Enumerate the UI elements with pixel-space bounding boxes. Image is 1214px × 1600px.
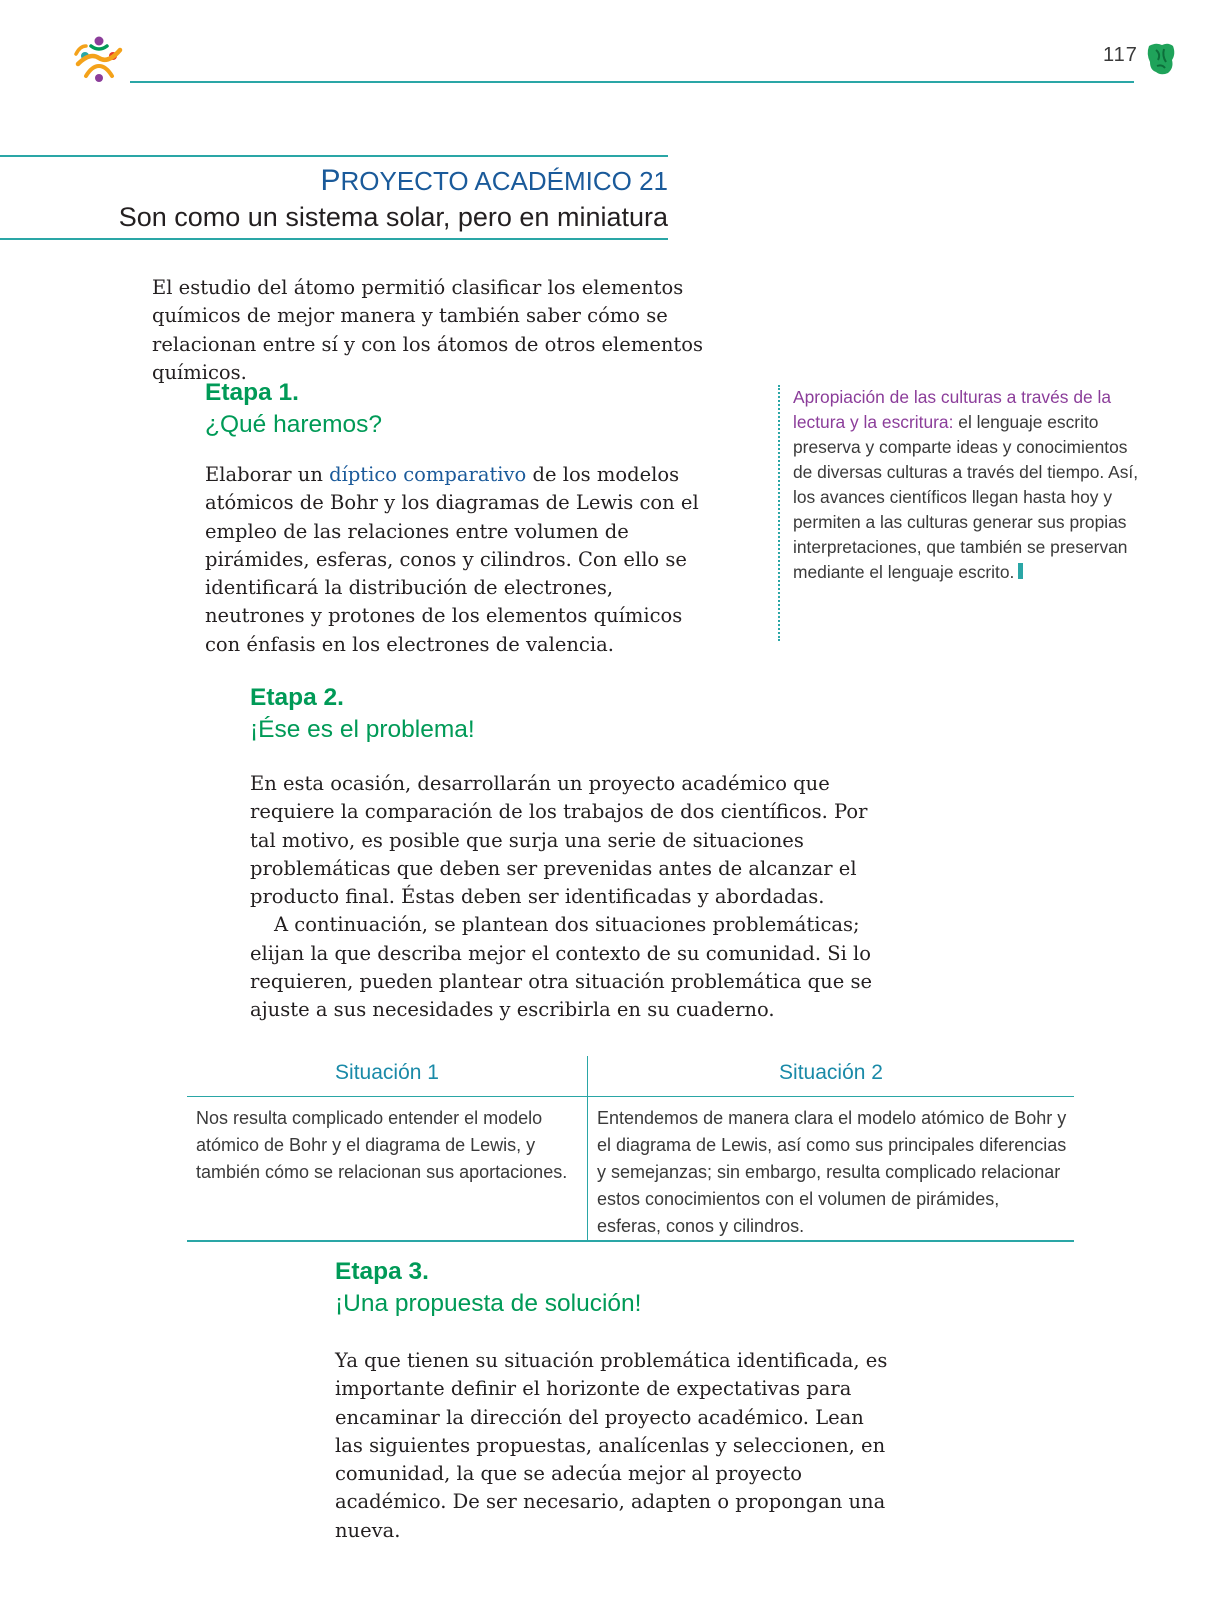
situation-2-header: Situación 2: [779, 1061, 883, 1084]
stage-3-question: ¡Una propuesta de solución!: [335, 1290, 642, 1317]
stage-1-heading: [205, 377, 382, 441]
header-rule: [130, 81, 1134, 83]
stage-1-question: ¿Qué haremos?: [205, 411, 383, 438]
title-rule-bottom: [0, 238, 668, 240]
project-subtitle: Son como un sistema solar, pero en miniatura: [118, 202, 668, 232]
stage-3-heading: [335, 1256, 641, 1320]
stage-2-question: ¡Ése es el problema!: [250, 716, 475, 743]
situation-2-cell: Entendemos de manera clara el modelo atómico de Bohr y el diagrama de Lewis, así como sus principales diferencias y semejanzas; sin embargo, resulta complicado relacionar estos conocimientos con el volumen de pirámides, esferas, conos y cilindros.: [597, 1108, 1067, 1236]
sidebar-note: [778, 385, 1141, 641]
green-emblem-icon: [1146, 42, 1176, 76]
situation-1-cell: Nos resulta complicado entender el modelo atómico de Bohr y el diagrama de Lewis, y también cómo se relacionan sus aportaciones.: [196, 1108, 568, 1182]
stage-2-title: Etapa 2.: [250, 684, 344, 711]
end-marker-icon: [1018, 563, 1023, 579]
community-logo-icon: [72, 34, 126, 84]
diptico-term: díptico comparativo: [329, 463, 527, 486]
stage-3-title: Etapa 3.: [335, 1258, 429, 1285]
situation-1-header: Situación 1: [335, 1061, 439, 1084]
page-number: 117: [1103, 44, 1138, 66]
stage-2-paragraph-2: A continuación, se plantean dos situaciones problemáticas; elijan la que describa mejor el contexto de su comunidad. Si lo requieren, pueden plantear otra situación problemática que se ajuste a sus necesidades y escribirla en su cuaderno.: [250, 913, 872, 1022]
stage-2-body: [250, 770, 890, 1025]
table-header-rule: [187, 1096, 1074, 1097]
stage-2-heading: [250, 682, 475, 746]
stage-1-paragraph: Elaborar un díptico comparativo de los modelos atómicos de Bohr y los diagramas de Lewis con el empleo de las relaciones entre volumen de pirámides, esferas, conos y cilindros. Con ello se identificará la distribución de electrones, neutrones y protones de los elementos químicos con énfasis en los electrones de valencia.: [205, 463, 699, 656]
table-column-divider: [587, 1056, 588, 1242]
stage-3-paragraph: Ya que tienen su situación problemática identificada, es importante definir el horizonte de expectativas para encaminar la dirección del proyecto académico. Lean las siguientes propuestas, analícenlas y seleccionen, en comunidad, la que se adecúa mejor al proyecto académico. De ser necesario, adapten o propongan una nueva.: [335, 1349, 888, 1542]
project-title: PROYECTO ACADÉMICO 21: [320, 164, 668, 197]
title-rule-top: [0, 155, 668, 157]
situations-table: [187, 1056, 1074, 1242]
stage-1-title: Etapa 1.: [205, 379, 299, 406]
sidebar-text: el lenguaje escrito preserva y comparte ideas y conocimientos de diversas culturas a través del tiempo. Así, los avances científicos llegan hasta hoy y permiten a las culturas generar sus propias interpretaciones, que también se preservan mediante el lenguaje escrito.: [793, 412, 1139, 582]
stage-2-paragraph-1: En esta ocasión, desarrollarán un proyecto académico que requiere la comparación de los trabajos de dos científicos. Por tal motivo, es posible que surja una serie de situaciones problemáticas que deben ser prevenidas antes de alcanzar el producto final. Éstas deben ser identificadas y abordadas.: [250, 772, 868, 909]
intro-paragraph: El estudio del átomo permitió clasificar los elementos químicos de mejor manera y también saber cómo se relacionan entre sí y con los átomos de otros elementos químicos.: [152, 276, 704, 384]
sidebar-heading: Apropiación de las culturas a través de la lectura y la escritura:: [793, 387, 1112, 432]
table-bottom-rule: [187, 1240, 1074, 1242]
